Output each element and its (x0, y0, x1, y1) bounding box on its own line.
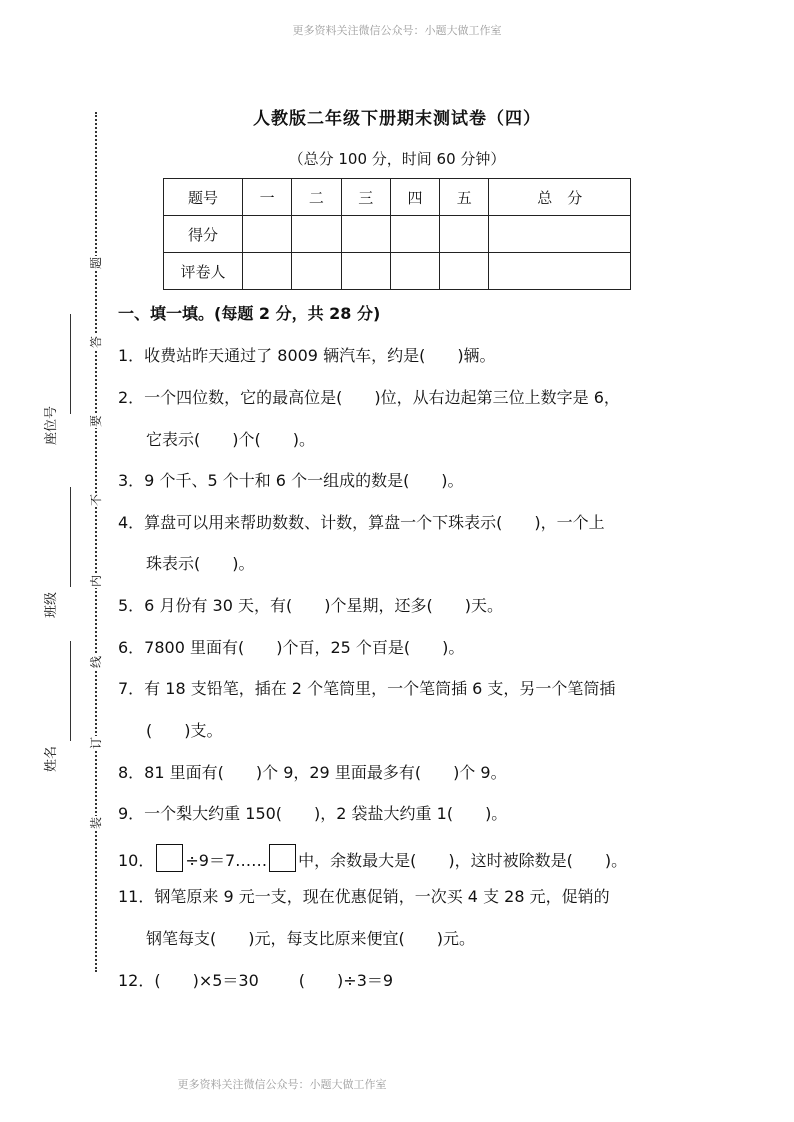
question-4-line-1: 4．算盘可以用来帮助数数、计数，算盘一个下珠表示( )，一个上 (118, 513, 605, 532)
seal-char-nei: 内 (89, 575, 103, 588)
bottom-watermark: 更多资料关注微信公众号：小题大做工作室 (177, 1078, 387, 1091)
score-cell[interactable] (440, 216, 489, 253)
name-label: 姓名 (44, 745, 59, 772)
question-12 (118, 969, 688, 993)
question-10-number: 10． (118, 851, 155, 870)
question-2-line-1: 2．一个四位数，它的最高位是( )位，从右边起第三位上数字是 6， (118, 388, 620, 407)
question-10-equation: ÷9＝7…… (185, 851, 268, 870)
score-cell[interactable] (390, 216, 439, 253)
header-total: 总 分 (489, 179, 631, 216)
seal-char-ding: 订 (89, 737, 103, 750)
top-watermark: 更多资料关注微信公众号：小题大做工作室 (292, 24, 502, 37)
question-12-part-b: ( )÷3＝9 (298, 971, 394, 990)
question-3: 3．9 个千、5 个十和 6 个一组成的数是( )。 (118, 471, 464, 490)
score-cell[interactable] (489, 216, 631, 253)
question-1: 1．收费站昨天通过了 8009 辆汽车，约是( )辆。 (118, 346, 496, 365)
score-cell[interactable] (341, 216, 390, 253)
grader-cell[interactable] (489, 253, 631, 290)
grader-cell[interactable] (292, 253, 341, 290)
question-4-line-2: 珠表示( )。 (146, 554, 255, 573)
question-7-line-2: ( )支。 (146, 721, 223, 740)
class-label: 班级 (44, 591, 59, 618)
exam-subtitle: （总分 100 分，时间 60 分钟） (288, 150, 506, 168)
seal-char-ti: 题 (89, 257, 103, 270)
question-6: 6．7800 里面有( )个百，25 个百是( )。 (118, 638, 465, 657)
seat-number-field[interactable] (40, 314, 86, 464)
seal-char-bu: 不 (89, 494, 103, 507)
question-2-line-2: 它表示( )个( )。 (146, 430, 315, 449)
header-question-number: 题号 (164, 179, 243, 216)
binding-dotted-line (95, 112, 97, 972)
seat-number-label: 座位号 (44, 405, 59, 445)
score-table (163, 178, 631, 290)
header-part-3: 三 (341, 179, 390, 216)
exam-title: 人教版二年级下册期末测试卷（四） (253, 109, 541, 129)
seal-char-xian: 线 (89, 656, 103, 669)
score-cell[interactable] (292, 216, 341, 253)
class-underline (70, 487, 71, 587)
header-part-5: 五 (440, 179, 489, 216)
grader-cell[interactable] (243, 253, 292, 290)
header-part-4: 四 (390, 179, 439, 216)
question-7-line-1: 7．有 18 支铅笔，插在 2 个笔筒里，一个笔筒插 6 支，另一个笔筒插 (118, 679, 616, 698)
seal-char-da: 答 (89, 336, 103, 349)
grader-cell[interactable] (440, 253, 489, 290)
question-8: 8．81 里面有( )个 9，29 里面最多有( )个 9。 (118, 763, 507, 782)
grader-cell[interactable] (390, 253, 439, 290)
score-table-grader-row (164, 253, 631, 290)
name-field[interactable] (40, 641, 86, 791)
section-1-heading: 一、填一填。(每题 2 分，共 28 分) (118, 304, 381, 323)
score-table-header-row (164, 179, 631, 216)
header-part-2: 二 (292, 179, 341, 216)
seal-char-zhuang: 装 (89, 817, 103, 830)
question-10-text: 中，余数最大是( )，这时被除数是( )。 (298, 851, 628, 870)
name-underline (70, 641, 71, 741)
question-9: 9．一个梨大约重 150( )，2 袋盐大约重 1( )。 (118, 804, 508, 823)
seat-number-underline (70, 314, 71, 414)
seal-char-yao: 要 (89, 415, 103, 428)
question-12-part-a: 12．( )×5＝30 (118, 971, 259, 990)
header-part-1: 一 (243, 179, 292, 216)
score-table-score-row (164, 216, 631, 253)
question-11-line-2: 钢笔每支( )元，每支比原来便宜( )元。 (146, 929, 475, 948)
row-label-score: 得分 (164, 216, 243, 253)
answer-box-dividend[interactable] (156, 844, 183, 872)
question-5: 5．6 月份有 30 天，有( )个星期，还多( )天。 (118, 596, 503, 615)
question-10 (118, 844, 688, 873)
question-11-line-1: 11．钢笔原来 9 元一支，现在优惠促销，一次买 4 支 28 元，促销的 (118, 887, 610, 906)
class-field[interactable] (40, 487, 86, 637)
row-label-grader: 评卷人 (164, 253, 243, 290)
answer-box-remainder[interactable] (269, 844, 296, 872)
score-cell[interactable] (243, 216, 292, 253)
grader-cell[interactable] (341, 253, 390, 290)
